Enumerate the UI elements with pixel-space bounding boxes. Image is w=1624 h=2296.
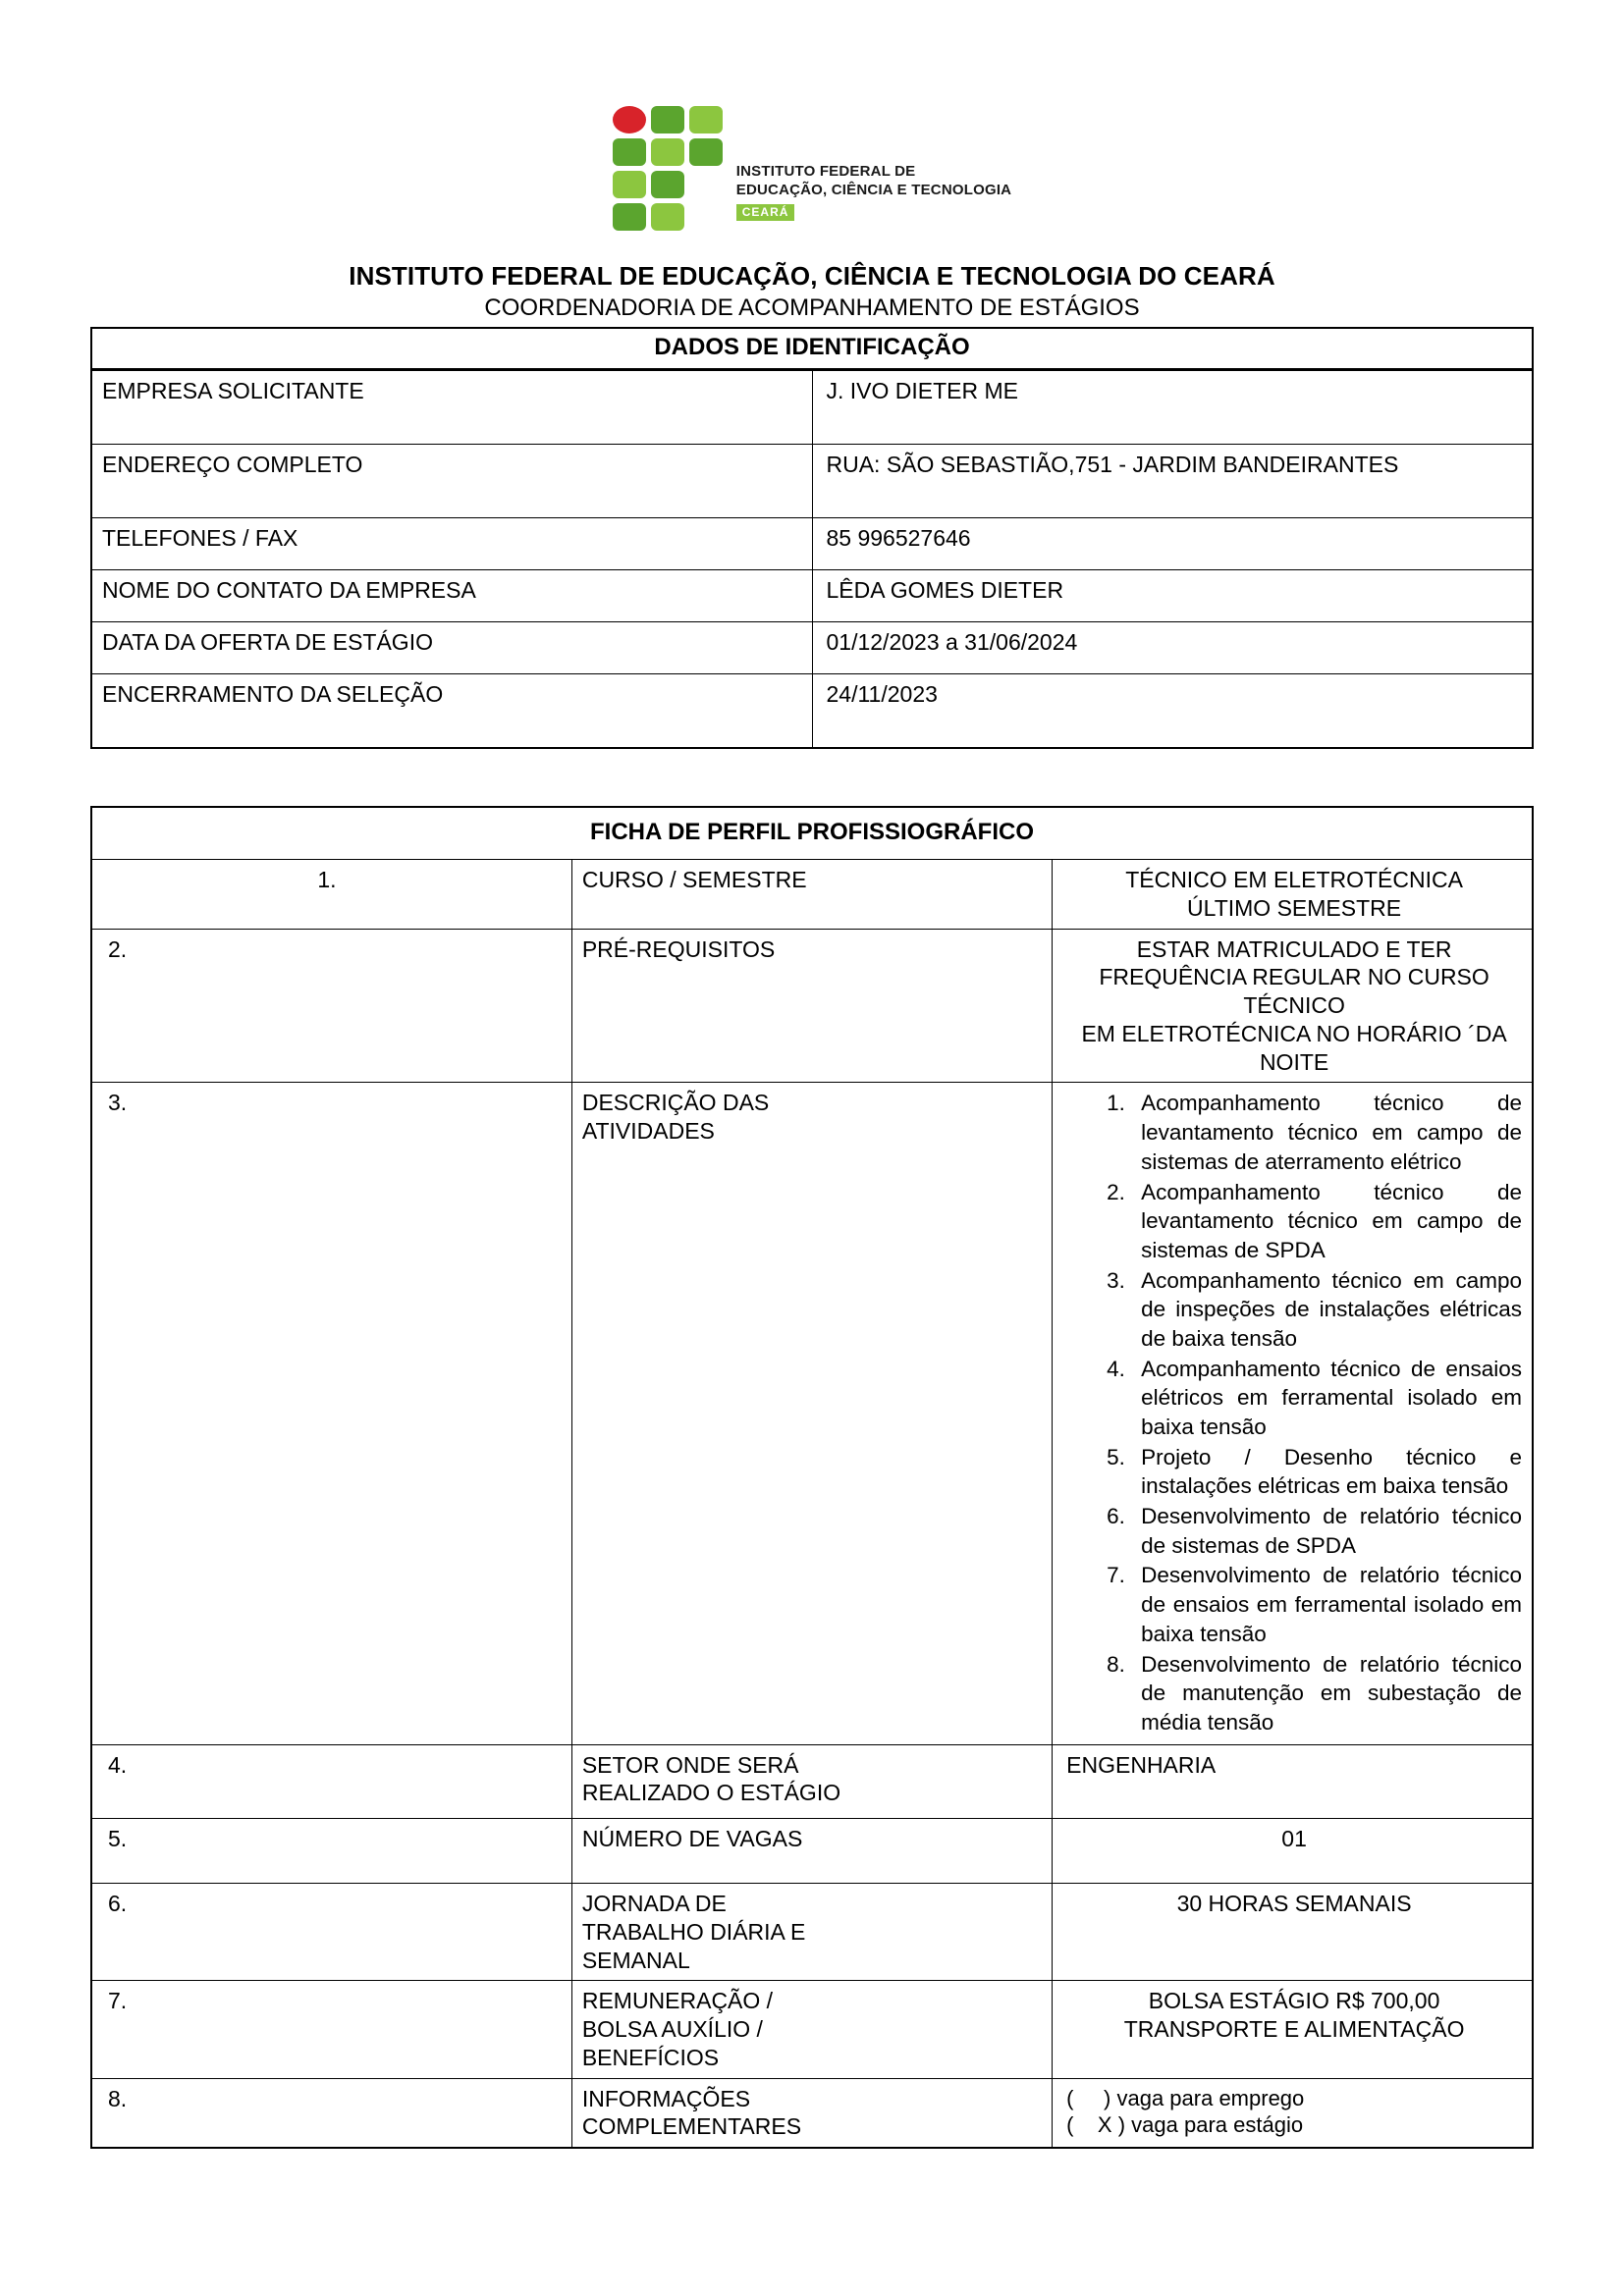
list-item: 4. Acompanhamento técnico de ensaios elétricos em ferramental isolado em baixa tensão — [1131, 1355, 1522, 1442]
logo-header — [90, 106, 1534, 228]
logo-square-empty — [689, 171, 723, 198]
label-encerramento-selecao: ENCERRAMENTO DA SELEÇÃO — [91, 674, 812, 749]
field-setor-estagio — [571, 1744, 1052, 1819]
table-row-setor — [91, 1744, 1533, 1819]
remuneracao-label-line1: REMUNERAÇÃO / — [581, 1988, 774, 2014]
logo-square — [613, 138, 646, 166]
table-row-banner — [91, 807, 1533, 860]
list-item: 5. Projeto / Desenho técnico e instalações elétricas em baixa tensão — [1131, 1443, 1522, 1501]
field-jornada-trabalho — [571, 1884, 1052, 1981]
logo-square — [613, 106, 646, 133]
table-row — [91, 622, 1533, 674]
value-empresa-solicitante: J. IVO DIETER ME — [812, 370, 1533, 445]
list-item: 3. Acompanhamento técnico em campo de inspeções de instalações elétricas de baixa tensão — [1131, 1266, 1522, 1354]
table-row-remuneracao — [91, 1981, 1533, 2078]
list-item: 6. Desenvolvimento de relatório técnico de sistemas de SPDA — [1131, 1502, 1522, 1560]
list-item: 8. Desenvolvimento de relatório técnico de manutenção em subestação de média tensão — [1131, 1650, 1522, 1737]
value-jornada-trabalho: 30 HORAS SEMANAIS — [1053, 1884, 1533, 1981]
setor-value-spacer — [1066, 1779, 1522, 1812]
table-row — [91, 674, 1533, 749]
checkbox-vaga-emprego: ( ) vaga para emprego — [1066, 2085, 1305, 2110]
value-remuneracao — [1053, 1981, 1533, 2078]
identification-banner: DADOS DE IDENTIFICAÇÃO — [91, 328, 1533, 370]
activities-list — [1066, 1089, 1522, 1736]
remuneracao-label-line2: BOLSA AUXÍLIO / — [581, 2016, 763, 2043]
logo-square — [651, 203, 684, 231]
atividades-label-line1: DESCRIÇÃO DAS — [581, 1090, 770, 1116]
identification-table — [90, 327, 1534, 749]
label-empresa-solicitante: EMPRESA SOLICITANTE — [91, 370, 812, 445]
value-informacoes-complementares — [1053, 2078, 1533, 2148]
table-row-atividades — [91, 1083, 1533, 1744]
setor-value: ENGENHARIA — [1066, 1751, 1217, 1778]
curso-line2: ÚLTIMO SEMESTRE — [1187, 894, 1402, 921]
row-number-3: 3. — [91, 1083, 571, 1744]
label-telefones-fax: TELEFONES / FAX — [91, 518, 812, 570]
remuneracao-line2: TRANSPORTE E ALIMENTAÇÃO — [1123, 2016, 1465, 2043]
checkbox-vaga-estagio: ( X ) vaga para estágio — [1066, 2112, 1304, 2138]
table-row-curso — [91, 860, 1533, 930]
prereq-line1: ESTAR MATRICULADO E TER FREQUÊNCIA REGULAR NO CURSO TÉCNICO — [1099, 935, 1489, 1019]
field-remuneracao — [571, 1981, 1052, 2078]
value-setor-estagio — [1053, 1744, 1533, 1819]
informacoes-label-line1: INFORMAÇÕES — [581, 2085, 751, 2111]
logo-wordmark — [736, 112, 1011, 222]
institution-title: INSTITUTO FEDERAL DE EDUCAÇÃO, CIÊNCIA E TECNOLOGIA DO CEARÁ — [349, 261, 1275, 291]
logo-mark-icon — [613, 106, 727, 228]
row-number-6: 6. — [91, 1884, 571, 1981]
row-number-2: 2. — [91, 929, 571, 1083]
row-number-7: 7. — [91, 1981, 571, 2078]
value-endereco-completo: RUA: SÃO SEBASTIÃO,751 - JARDIM BANDEIRANTES — [812, 445, 1533, 518]
profile-table — [90, 806, 1534, 2149]
jornada-label-line1: JORNADA DE — [581, 1891, 727, 1917]
value-curso-semestre — [1053, 860, 1533, 930]
value-telefones-fax: 85 996527646 — [812, 518, 1533, 570]
label-data-oferta: DATA DA OFERTA DE ESTÁGIO — [91, 622, 812, 674]
label-endereco-completo: ENDEREÇO COMPLETO — [91, 445, 812, 518]
value-numero-vagas — [1053, 1819, 1533, 1884]
prereq-line2: EM ELETROTÉCNICA NO HORÁRIO ´DA NOITE — [1081, 1020, 1507, 1075]
jornada-label-line3: SEMANAL — [581, 1947, 690, 1973]
table-row-prerequisitos — [91, 929, 1533, 1083]
value-descricao-atividades — [1053, 1083, 1533, 1744]
table-row-vagas — [91, 1819, 1533, 1884]
field-pre-requisitos: PRÉ-REQUISITOS — [571, 929, 1052, 1083]
informacoes-label-line2: COMPLEMENTARES — [581, 2113, 802, 2140]
section-spacer — [90, 749, 1534, 806]
value-pre-requisitos — [1053, 929, 1533, 1083]
logo-text-line1: INSTITUTO FEDERAL DE — [735, 162, 916, 180]
department-subtitle: COORDENADORIA DE ACOMPANHAMENTO DE ESTÁGIOS — [484, 294, 1140, 322]
logo-text-line2: EDUCAÇÃO, CIÊNCIA E TECNOLOGIA — [735, 181, 1012, 198]
jornada-label-line2: TRABALHO DIÁRIA E — [581, 1918, 806, 1945]
list-item: 7. Desenvolvimento de relatório técnico de ensaios em ferramental isolado em baixa tensão — [1131, 1561, 1522, 1648]
logo-square — [613, 171, 646, 198]
logo-square — [651, 106, 684, 133]
table-row-informacoes — [91, 2078, 1533, 2148]
logo-badge-ceara: CEARÁ — [736, 204, 795, 221]
setor-label-line2: REALIZADO O ESTÁGIO — [581, 1780, 841, 1806]
curso-line1: TÉCNICO EM ELETROTÉCNICA — [1125, 867, 1463, 893]
field-curso-semestre: CURSO / SEMESTRE — [571, 860, 1052, 930]
logo-square — [689, 106, 723, 133]
logo-square — [689, 138, 723, 166]
list-item: 1. Acompanhamento técnico de levantamento técnico em campo de sistemas de aterramento elétrico — [1131, 1089, 1522, 1176]
atividades-label-line2: ATIVIDADES — [581, 1118, 715, 1145]
field-informacoes-complementares — [571, 2078, 1052, 2148]
field-descricao-atividades — [571, 1083, 1052, 1744]
row-number-4: 4. — [91, 1744, 571, 1819]
value-encerramento-selecao: 24/11/2023 — [812, 674, 1533, 749]
logo-square-empty — [689, 203, 723, 231]
vagas-spacer — [1066, 1853, 1522, 1877]
profile-banner: FICHA DE PERFIL PROFISSIOGRÁFICO — [91, 807, 1533, 860]
remuneracao-label-line3: BENEFÍCIOS — [581, 2044, 720, 2070]
table-row — [91, 445, 1533, 518]
logo-square — [651, 171, 684, 198]
list-item: 2. Acompanhamento técnico de levantamento técnico em campo de sistemas de SPDA — [1131, 1178, 1522, 1265]
row-number-5: 5. — [91, 1819, 571, 1884]
row-number-8: 8. — [91, 2078, 571, 2148]
value-data-oferta: 01/12/2023 a 31/06/2024 — [812, 622, 1533, 674]
table-row-jornada — [91, 1884, 1533, 1981]
row-number-1: 1. — [91, 860, 571, 930]
vagas-value: 01 — [1281, 1826, 1307, 1852]
table-row-banner — [91, 328, 1533, 370]
table-row — [91, 518, 1533, 570]
logo-square — [613, 203, 646, 231]
table-row — [91, 370, 1533, 445]
logo-square — [651, 138, 684, 166]
setor-label-line1: SETOR ONDE SERÁ — [581, 1751, 799, 1778]
value-nome-contato: LÊDA GOMES DIETER — [812, 570, 1533, 622]
label-nome-contato: NOME DO CONTATO DA EMPRESA — [91, 570, 812, 622]
ifce-logo — [613, 106, 1011, 228]
table-row — [91, 570, 1533, 622]
remuneracao-line1: BOLSA ESTÁGIO R$ 700,00 — [1148, 1988, 1440, 2014]
field-numero-vagas: NÚMERO DE VAGAS — [571, 1819, 1052, 1884]
